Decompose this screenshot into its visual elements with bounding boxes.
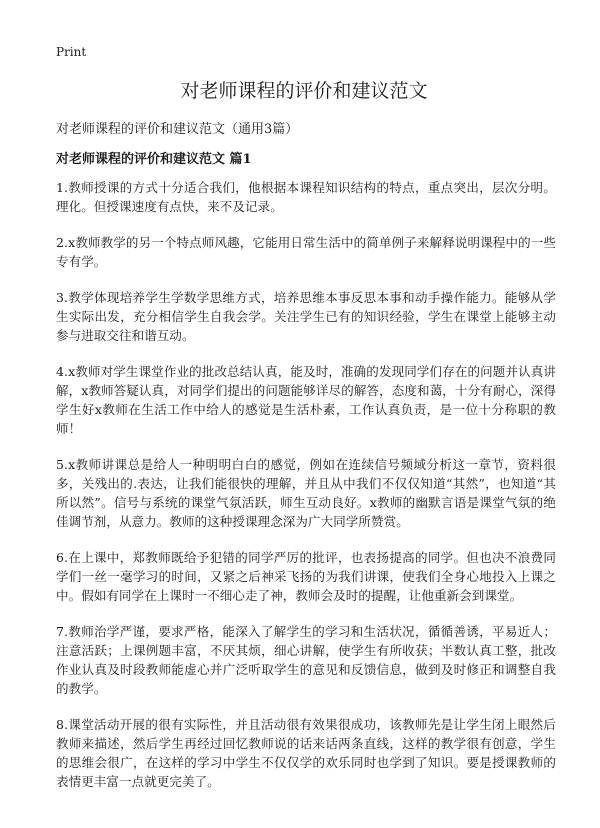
paragraph-5: 5.x教师讲课总是给人一种明明白白的感觉，例如在连续信号频域分析这一章节，资料很多，关残出的.表达，让我们能很快的理解，并且从中我们不仅仅知道“其然”，也知道“其所以然”。信号与系统的课堂气氛活跃，师生互动良好。x教师的幽默言语是课堂气氛的绝佳调节剂，从意力。教师的这种授课理念深为广大同学所赞赏。 xyxy=(56,457,556,529)
paragraph-6: 6.在上课中，郑教师既给予犯错的同学严厉的批评，也表扬提高的同学。但也决不浪费同学们一丝一毫学习的时间，又紧之后神采飞扬的为我们讲课，使我们全身心地投入上课之中。假如有同学在上课时一不细心走了神，教师会及时的提醒，让他重新会到课堂。 xyxy=(56,550,556,603)
paragraph-7: 7.教师治学严谨，要求严格，能深入了解学生的学习和生活状况，循循善诱，平易近人；注意活跃；上课例题丰富，不厌其烦，细心讲解，使学生有所收获；半数认真工整，批改作业认真及时段教师能虚心并广泛听取学生的意见和反馈信息，做到及时修正和调整自我的教学。 xyxy=(56,624,556,696)
document-subtitle: 对老师课程的评价和建议范文（通用3篇） xyxy=(56,122,299,137)
paragraph-4: 4.x教师对学生课堂作业的批改总结认真，能及时，准确的发现同学们存在的问题并认真讲解，x教师答疑认真，对同学们提出的问题能够详尽的解答，态度和蔼，十分有耐心，深得学生好x教师在生活工作中给人的感觉是生活朴素，工作认真负责，是一位十分称职的教师！ xyxy=(56,364,556,436)
paragraph-8: 8.课堂活动开展的很有实际性，并且活动很有效果很成功，该教师先是让学生闭上眼然后教师来描述，然后学生再经过回忆教师说的话来话两条直线，这样的教学很有创意，学生的思维会很广，在这样的学习中学生不仅仅学的欢乐同时也学到了知识。要是授课教师的表情更丰富一点就更完美了。 xyxy=(56,717,556,789)
paragraph-list xyxy=(56,178,556,808)
print-link[interactable]: Print xyxy=(56,45,87,59)
paragraph-2: 2.x教师教学的另一个特点师风趣，它能用日常生活中的简单例子来解释说明课程中的一些专有学。 xyxy=(56,235,556,269)
section-heading: 对老师课程的评价和建议范文 篇1 xyxy=(56,152,252,167)
document-title: 对老师课程的评价和建议范文 xyxy=(180,80,428,102)
paragraph-3: 3.教学体现培养学生学数学思维方式，培养思维本事反思本事和动手操作能力。能够从学生实际出发，充分相信学生自我会学。关注学生已有的知识经验，学生在课堂上能够主动参与进取交往和谐互动。 xyxy=(56,290,556,343)
paragraph-1: 1.教师授课的方式十分适合我们，他根据本课程知识结构的特点，重点突出，层次分明。理化。但授课速度有点快，来不及记录。 xyxy=(56,180,556,214)
